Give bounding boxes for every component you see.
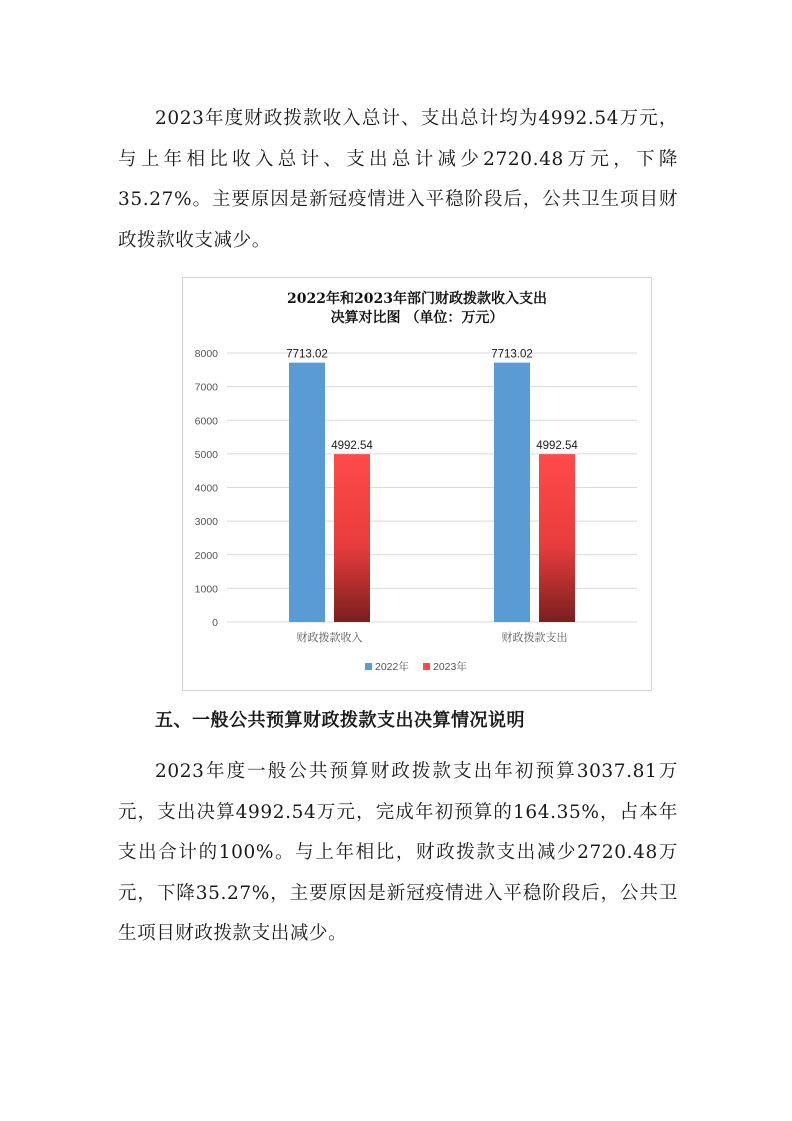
y-tick-label-6000: 6000 [194, 415, 218, 428]
bar-2022-income [289, 363, 325, 622]
y-tick-label-8000: 8000 [194, 348, 218, 360]
section-heading: 五、一般公共预算财政拨款支出决算情况说明 [155, 710, 525, 731]
y-tick-label-0: 0 [212, 617, 218, 629]
x-category-label-income: 财政拨款收入 [296, 632, 363, 644]
bar-2022-expense [494, 363, 530, 622]
y-tick-label-7000: 7000 [194, 381, 218, 394]
data-label-2023-expense: 4992.54 [536, 440, 578, 453]
comparison-bar-chart [182, 277, 652, 691]
legend-label-2022: 2022年 [375, 661, 409, 673]
data-label-2022-income: 7713.02 [286, 348, 328, 361]
bar-2023-expense [539, 454, 575, 622]
y-tick-label-3000: 3000 [194, 516, 218, 529]
chart-data-labels [286, 349, 578, 452]
chart-title-line-1: 2022年和2023年部门财政拨款收入支出 [287, 291, 547, 307]
chart-gridlines [227, 353, 637, 622]
x-category-label-expense: 财政拨款支出 [501, 632, 568, 644]
chart-legend [365, 660, 467, 673]
paragraph-income-expense-summary: 2023年度财政拨款收入总计、支出总计均为4992.54万元，与上年相比收入总计、支出总计减少2720.48万元，下降35.27%。主要原因是新冠疫情进入平稳阶段后，公共卫生项目财政拨款收支减少。 [118, 108, 678, 251]
y-tick-label-4000: 4000 [194, 482, 218, 495]
chart-title-line-2: 决算对比图 （单位：万元） [330, 310, 504, 326]
y-tick-label-1000: 1000 [194, 583, 218, 596]
y-axis-ticks [195, 348, 219, 629]
x-axis-categories [297, 630, 568, 644]
bar-2023-income [334, 454, 370, 622]
y-tick-label-5000: 5000 [194, 448, 218, 461]
chart-canvas [183, 278, 651, 690]
data-label-2023-income: 4992.54 [331, 440, 373, 453]
y-tick-label-2000: 2000 [194, 549, 218, 562]
data-label-2022-expense: 7713.02 [491, 348, 533, 361]
legend-swatch-2023 [423, 663, 430, 670]
chart-bars [289, 363, 575, 622]
legend-swatch-2022 [365, 663, 372, 670]
legend-label-2023: 2023年 [433, 661, 467, 673]
paragraph-general-budget-expense: 2023年度一般公共预算财政拨款支出年初预算3037.81万元，支出决算4992.54万元，完成年初预算的164.35%，占本年支出合计的100%。与上年相比，财政拨款支出减少2720.48万元，下降35.27%，主要原因是新冠疫情进入平稳阶段后，公共卫生项目财政拨款支出减少。 [118, 761, 678, 944]
